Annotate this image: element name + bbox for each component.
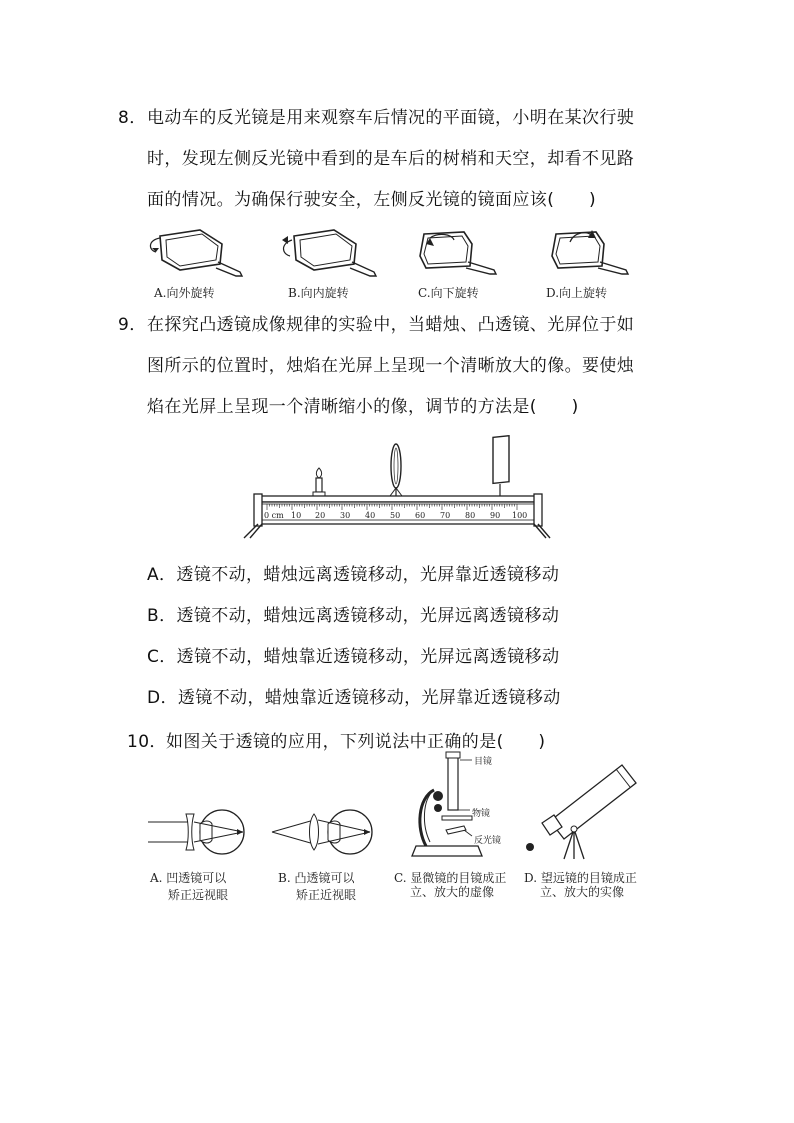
q9-text-line2: 图所示的位置时，烛焰在光屏上呈现一个清晰放大的像。要使烛 <box>147 356 635 376</box>
microscope-label-objective: 物镜 <box>472 809 491 819</box>
q10-caption-c-line1: C. 显微镜的目镜成正 <box>394 871 507 885</box>
microscope-label-eyepiece: 目镜 <box>474 757 493 767</box>
light-screen <box>493 436 509 484</box>
ruler-label-60: 60 <box>415 511 426 520</box>
q8-mirror-figure-d <box>540 226 650 281</box>
q8-mirror-figure-c <box>408 226 518 281</box>
q8-caption-d: D.向上旋转 <box>546 286 608 300</box>
q8-caption-b: B.向内旋转 <box>288 286 349 300</box>
q10-caption-a-line1: A. 凹透镜可以 <box>150 871 227 885</box>
q9-option-b: B．透镜不动，蜡烛远离透镜移动，光屏远离透镜移动 <box>147 606 560 626</box>
q10-caption-c-line2: 立、放大的虚像 <box>410 885 495 899</box>
ruler-label-100: 100 <box>512 511 528 520</box>
q8-text-line1: 电动车的反光镜是用来观察车后情况的平面镜，小明在某次行驶 <box>147 108 635 128</box>
ruler-label-80: 80 <box>465 511 476 520</box>
q10-number: 10． <box>127 732 167 752</box>
concave-lens-eye-figure <box>146 808 256 858</box>
q8-text-line3: 面的情况。为确保行驶安全，左侧反光镜的镜面应该( ) <box>147 190 597 210</box>
q9-text-line3: 焰在光屏上呈现一个清晰缩小的像，调节的方法是( ) <box>147 397 579 417</box>
q8-number: 8． <box>118 108 147 128</box>
q9-option-d: D．透镜不动，蜡烛靠近透镜移动，光屏靠近透镜移动 <box>147 688 561 708</box>
q9-option-c: C．透镜不动，蜡烛靠近透镜移动，光屏远离透镜移动 <box>147 647 560 667</box>
q10-caption-d-line1: D. 望远镜的目镜成正 <box>524 871 637 885</box>
convex-lens-eye-figure <box>270 808 380 858</box>
ruler-label-50: 50 <box>390 511 401 520</box>
q9-option-a: A．透镜不动，蜡烛远离透镜移动，光屏靠近透镜移动 <box>147 565 560 585</box>
q10-caption-b-line2: 矫正近视眼 <box>296 888 357 902</box>
ruler-label-30: 30 <box>340 511 351 520</box>
ruler-label-40: 40 <box>365 511 376 520</box>
q10-text-line1: 如图关于透镜的应用，下列说法中正确的是( ) <box>166 732 546 752</box>
ruler-label-20: 20 <box>315 511 326 520</box>
q10-caption-a-line2: 矫正远视眼 <box>168 888 229 902</box>
ruler-label-70: 70 <box>440 511 451 520</box>
microscope-label-mirror: 反光镜 <box>474 836 502 846</box>
ruler-label-10: 10 <box>291 511 302 520</box>
ruler-label-90: 90 <box>490 511 501 520</box>
q8-text-line2: 时，发现左侧反光镜中看到的是车后的树梢和天空，却看不见路 <box>147 149 635 169</box>
q8-mirror-figure-b <box>274 226 384 281</box>
convex-lens <box>391 444 401 488</box>
bench-rail <box>258 496 538 502</box>
optical-bench-figure <box>240 430 556 540</box>
q8-caption-c: C.向下旋转 <box>418 286 479 300</box>
candle <box>316 478 322 492</box>
candle-flame <box>316 468 321 478</box>
q9-number: 9． <box>118 315 147 335</box>
q10-caption-b-line1: B. 凸透镜可以 <box>278 871 355 885</box>
telescope-figure <box>520 755 650 860</box>
q10-caption-d-line2: 立、放大的实像 <box>540 885 625 899</box>
q9-text-line1: 在探究凸透镜成像规律的实验中，当蜡烛、凸透镜、光屏位于如 <box>147 315 635 335</box>
q8-mirror-figure-a <box>140 226 250 281</box>
q8-caption-a: A.向外旋转 <box>154 286 215 300</box>
ruler-label-0: 0 cm <box>264 511 284 520</box>
